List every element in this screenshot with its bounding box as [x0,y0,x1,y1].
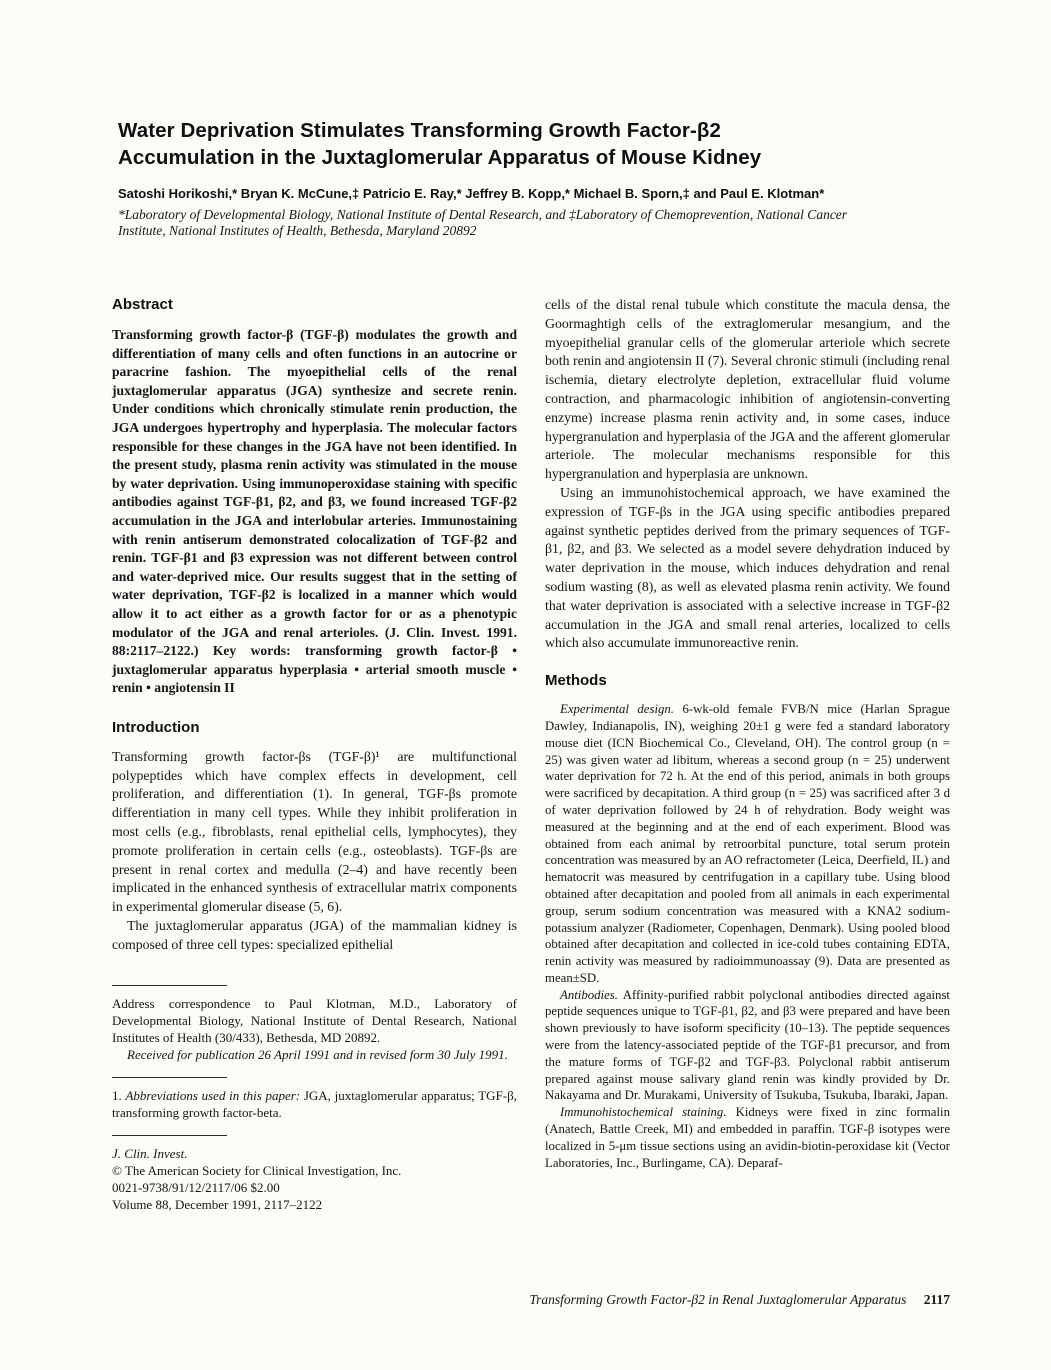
methods-paragraph-antibodies [545,987,950,1105]
methods-paragraph-experimental-design [545,701,950,987]
abbreviation-number: 1. [112,1087,126,1103]
received-note: Received for publication 26 April 1991 and in revised form 30 July 1991. [127,1046,508,1062]
journal-info-block [112,1145,517,1213]
methods-para1-lead: Experimental design. [560,702,674,717]
introduction-heading: Introduction [112,718,200,736]
abbreviation-lead: Abbreviations used in this paper: [125,1087,301,1103]
copyright-line: © The American Society for Clinical Investigation, Inc. [112,1162,402,1178]
abstract-heading: Abstract [112,296,173,313]
title-line-2: Accumulation in the Juxtaglomerular Apparatus of Mouse Kidney [118,146,762,169]
page-content [112,0,950,1213]
abstract-text: Transforming growth factor-β (TGF-β) modulates the growth and differentiation of many cells and often functions in an autocrine or paracrine fashion. The myoepithelial cells of the renal juxtaglomerular apparatus (JGA) synthesize and secrete renin. Under conditions which chronically stimulate renin production, the JGA undergoes hypertrophy and hyperplasia. The molecular factors responsible for these changes in the JGA have not been identified. In the present study, plasma renin activity was stimulated in the mouse by water deprivation. Using immunoperoxidase staining with specific antibodies against TGF-β1, β2, and β3, we found increased TGF-β2 accumulation in the JGA and interlobular arteries. Immunostaining with renin antiserum demonstrated colocalization of TGF-β2 and renin. TGF-β1 and β3 expression was not different between control and water-deprived mice. Our results suggest that in the setting of water deprivation, TGF-β2 is localized in a manner which would allow it to act either as a growth factor for or as a phenotypic modulator of the JGA and renal arterioles. (J. Clin. Invest. 1991. 88:2117–2122.) Key words: transforming growth factor-β • juxtaglomerular apparatus hyperplasia • arterial smooth muscle • renin • angiotensin II [112,327,517,696]
title-line-1: Water Deprivation Stimulates Transforming Growth Factor-β2 [118,119,722,142]
running-title: Transforming Growth Factor-β2 in Renal Juxtaglomerular Apparatus [529,1292,907,1307]
continuation-paragraph-2: Using an immunohistochemical approach, we have examined the expression of TGF-βs in the JGA using specific antibodies prepared against synthetic peptides derived from the primary sequences of TGF-β1, β2, and β3. We selected as a model severe dehydration induced by water deprivation in the mouse, which induces dehydration and renal sodium wasting (8), as well as elevated plasma renin activity. We found that water deprivation is associated with a selective increase in TGF-β2 accumulation in the JGA and small renal arteries, localized to cells which also accumulate immunoreactive renin. [545,484,950,651]
methods-para2-lead: Antibodies. [560,987,618,1002]
methods-heading: Methods [545,672,607,690]
page-footer [529,1291,950,1308]
two-column-body [112,296,950,1213]
methods-para3-text: Kidneys were fixed in zinc formalin (Anatech, Battle Creek, MI) and embedded in paraffin. TGF-β isotypes were localized in 5-μm tissue sections using an avidin-biotin-peroxidase kit (Vector Laboratories, Inc., Burlingame, CA). Deparaf- [545,1105,950,1170]
page-number: 2117 [923,1292,950,1307]
author-list: Satoshi Horikoshi,* Bryan K. McCune,‡ Patricio E. Ray,* Jeffrey B. Kopp,* Michael B. Sporn,‡ and Paul E. Klotman* [118,186,825,201]
right-column [545,296,950,1171]
introduction-paragraph-2: The juxtaglomerular apparatus (JGA) of the mammalian kidney is composed of three cell types: specialized epithelial [112,918,517,952]
article-title [118,117,950,171]
footnote-separator-rule [112,1077,227,1078]
continuation-paragraph-1: cells of the distal renal tubule which constitute the macula densa, the Goormaghtigh cells of the extraglomerular mesangium, and the myoepithelial granular cells of the glomerular arteriole which secrete both renin and angiotensin II (7). Several chronic stimuli (including renal ischemia, dietary electrolyte depletion, extracellular fluid volume contraction, and pharmacologic inhibition of angiotensin-converting enzyme) increase plasma renin activity and, in some cases, induce hypergranulation and hyperplasia of the JGA and the afferent glomerular arteriole. The molecular mechanisms responsible for this hypergranulation and hyperplasia are unknown. [545,297,950,482]
affiliations: *Laboratory of Developmental Biology, National Institute of Dental Research, and ‡Laboratory of Chemoprevention, National Cancer Institute, National Institutes of Health, Bethesda, Maryland 20892 [118,207,848,238]
issn-price-line: 0021-9738/91/12/2117/06 $2.00 [112,1179,280,1195]
abbreviation-text: JGA, juxtaglomerular apparatus; TGF-β, transforming growth factor-beta. [112,1087,517,1120]
footnote-separator-rule [112,1135,227,1136]
article-header [118,0,950,239]
correspondence-note: Address correspondence to Paul Klotman, M.D., Laboratory of Developmental Biology, National Institute of Dental Research, National Institutes of Health (30/433), Bethesda, MD 20892. [112,995,517,1045]
methods-para1-text: 6-wk-old female FVB/N mice (Harlan Sprague Dawley, Indianapolis, IN), weighing 20±1 g were fed a standard laboratory mouse diet (ICN Biochemical Co., Cleveland, OH). The control group (n = 25) was given water ad libitum, whereas a second group (n = 25) underwent water deprivation for 72 h. At the end of this period, animals in both groups were sacrificed by decapitation. A third group (n = 25) was sacrificed after 3 d of water deprivation followed by 24 h of rehydration. Body weight was measured at the beginning and at the end of each experiment. Blood was obtained from each animal by retroorbital puncture, total serum protein concentration was measured by an AO refractometer (Leica, Deerfield, IL) and hematocrit was measured by centrifugation in a capillary tube. Using blood obtained after decapitation and pooled from all animals in each experimental group, serum sodium concentration was measured with a KNA2 sodium-potassium analyzer (Radiometer, Copenhagen, Denmark). Using pooled blood obtained after decapitation and collected in ice-cold tubes containing EDTA, renin activity was measured by radioimmunoassay (9). Data are presented as mean±SD. [545,702,950,985]
footnote-separator-rule [112,985,227,986]
methods-para3-lead: Immunohistochemical staining. [560,1105,727,1120]
methods-paragraph-immunohistochemical [545,1104,950,1171]
journal-name: J. Clin. Invest. [112,1145,188,1161]
methods-para2-text: Affinity-purified rabbit polyclonal antibodies directed against peptide sequences unique to TGF-β1, β2, and β3 were prepared and have been shown previously to have isoform specificity (10–13). The peptide sequences were from the latency-associated peptide of the TGF-β1 precursor, and from the mature forms of TGF-β2 and TGF-β3. Polyclonal rabbit antiserum prepared against mouse salivary gland renin was kindly provided by Dr. Nakayama and Dr. Murakami, University of Tsukuba, Tsukuba, Ibaraki, Japan. [545,987,950,1103]
volume-line: Volume 88, December 1991, 2117–2122 [112,1196,323,1212]
abbreviations-note [112,1087,517,1121]
introduction-paragraph-1: Transforming growth factor-βs (TGF-β)¹ are multifunctional polypeptides which have complex effects in development, cell proliferation, and differentiation (1). In general, TGF-βs promote differentiation in many cell types. While they inhibit proliferation in most cells (e.g., fibroblasts, renal epithelial cells, lymphocytes), they promote proliferation in certain cells (e.g., osteoblasts). TGF-βs are present in renal cortex and medulla (2–4) and have recently been implicated in the enhanced synthesis of extracellular matrix components in experimental glomerular disease (5, 6). [112,748,517,915]
left-column [112,296,517,1213]
